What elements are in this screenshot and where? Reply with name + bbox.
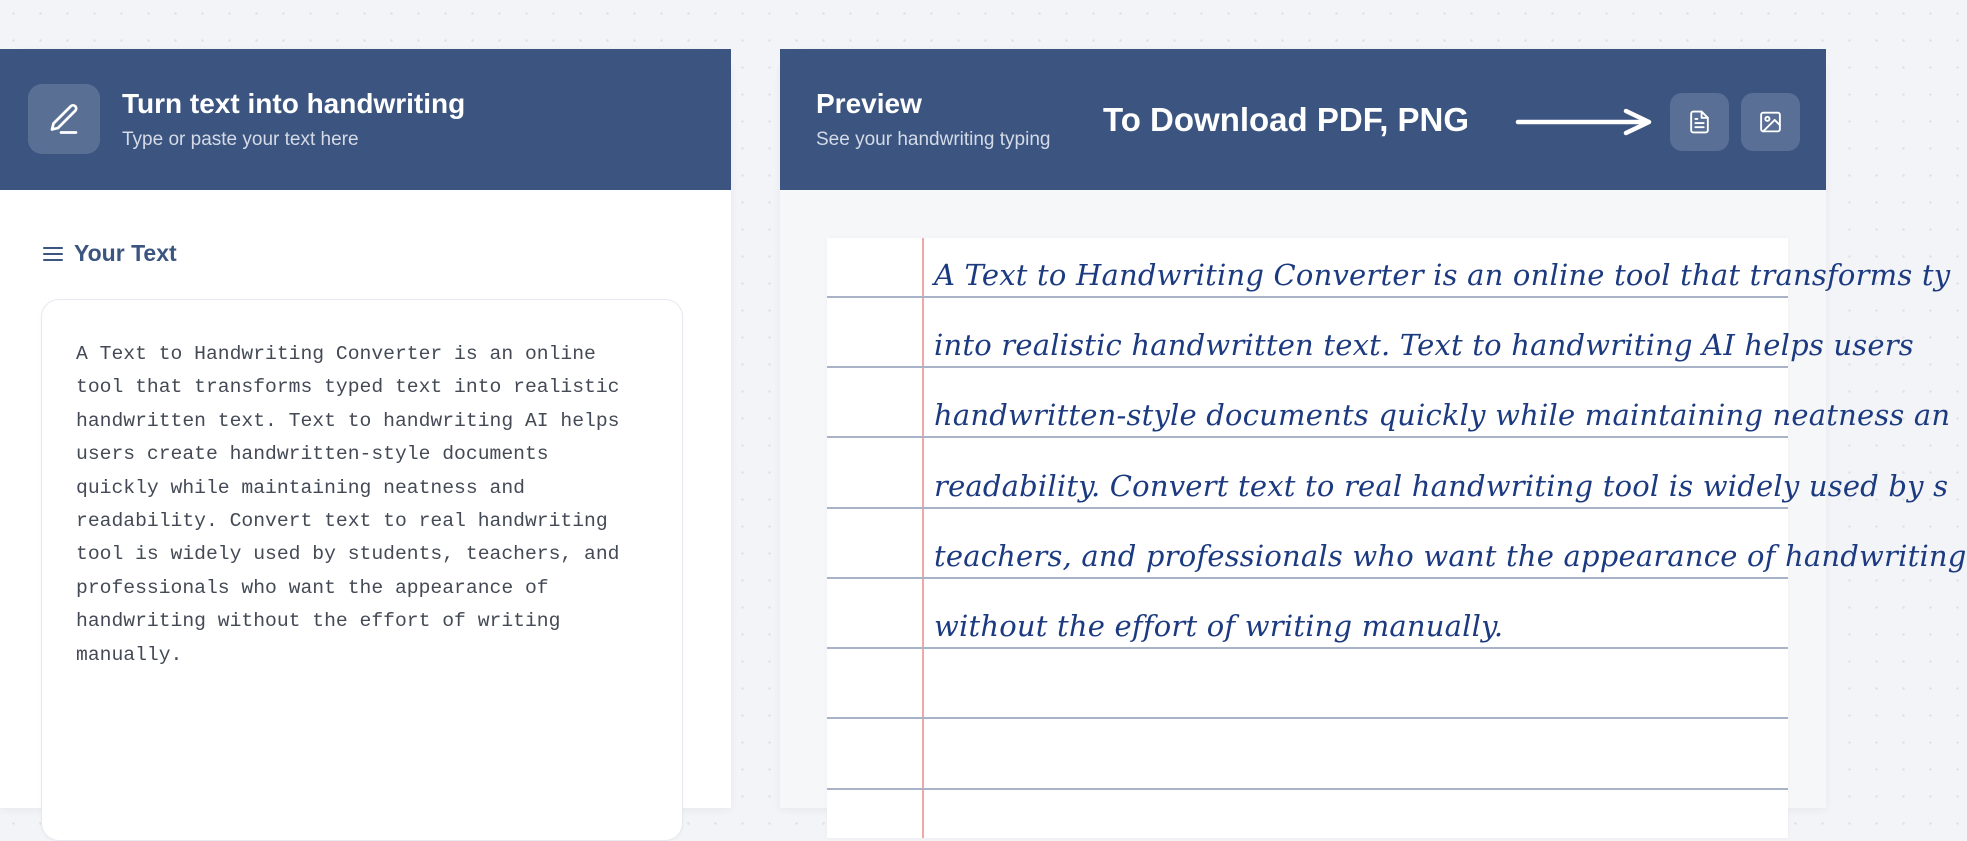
ruled-line [827, 788, 1788, 790]
document-icon [1687, 109, 1712, 135]
handwriting-line: teachers, and professionals who want the appearance of handwriting [934, 539, 1967, 573]
editor-header [0, 49, 731, 190]
ruled-line [827, 436, 1788, 438]
editor-subtitle: Type or paste your text here [122, 129, 359, 150]
handwriting-line: A Text to Handwriting Converter is an online tool that transforms ty [934, 258, 1951, 292]
handwriting-line: handwritten-style documents quickly while maintaining neatness an [934, 398, 1951, 432]
handwriting-preview-page [827, 238, 1967, 838]
download-callout: To Download PDF, PNG [1103, 101, 1470, 138]
image-icon [1758, 109, 1783, 135]
text-input-value[interactable]: A Text to Handwriting Converter is an online tool that transforms typed text into realistic handwritten text. Text to handwriting AI helps users create handwritten-style documents quickly while maintaining neatness and readability. Convert text to real handwriting tool is widely used by students, teachers, and professionals who want the appearance of handwriting without the effort of writing manually. [76, 343, 620, 666]
margin-line [922, 238, 924, 838]
download-png-button[interactable] [1741, 93, 1800, 151]
ruled-line [827, 507, 1788, 509]
handwriting-line: readability. Convert text to real handwriting tool is widely used by s [934, 469, 1949, 503]
preview-panel [780, 49, 1967, 808]
preview-header [780, 49, 1826, 190]
editor-panel [0, 49, 731, 808]
pen-icon-badge [28, 84, 100, 154]
ruled-line [827, 647, 1788, 649]
preview-title: Preview [816, 88, 922, 119]
pen-icon [46, 101, 82, 137]
ruled-line [827, 296, 1788, 298]
your-text-heading [42, 240, 177, 267]
menu-lines-icon [42, 244, 64, 264]
ruled-line [827, 577, 1788, 579]
download-pdf-button[interactable] [1670, 93, 1729, 151]
editor-title: Turn text into handwriting [122, 88, 466, 119]
arrow-right-icon [1516, 108, 1654, 136]
text-input[interactable] [41, 299, 683, 841]
preview-subtitle: See your handwriting typing [816, 129, 1051, 150]
handwriting-line: without the effort of writing manually. [934, 609, 1504, 643]
your-text-label: Your Text [74, 240, 177, 266]
ruled-line [827, 366, 1788, 368]
handwriting-line: into realistic handwritten text. Text to handwriting AI helps users [934, 328, 1914, 362]
ruled-line [827, 717, 1788, 719]
